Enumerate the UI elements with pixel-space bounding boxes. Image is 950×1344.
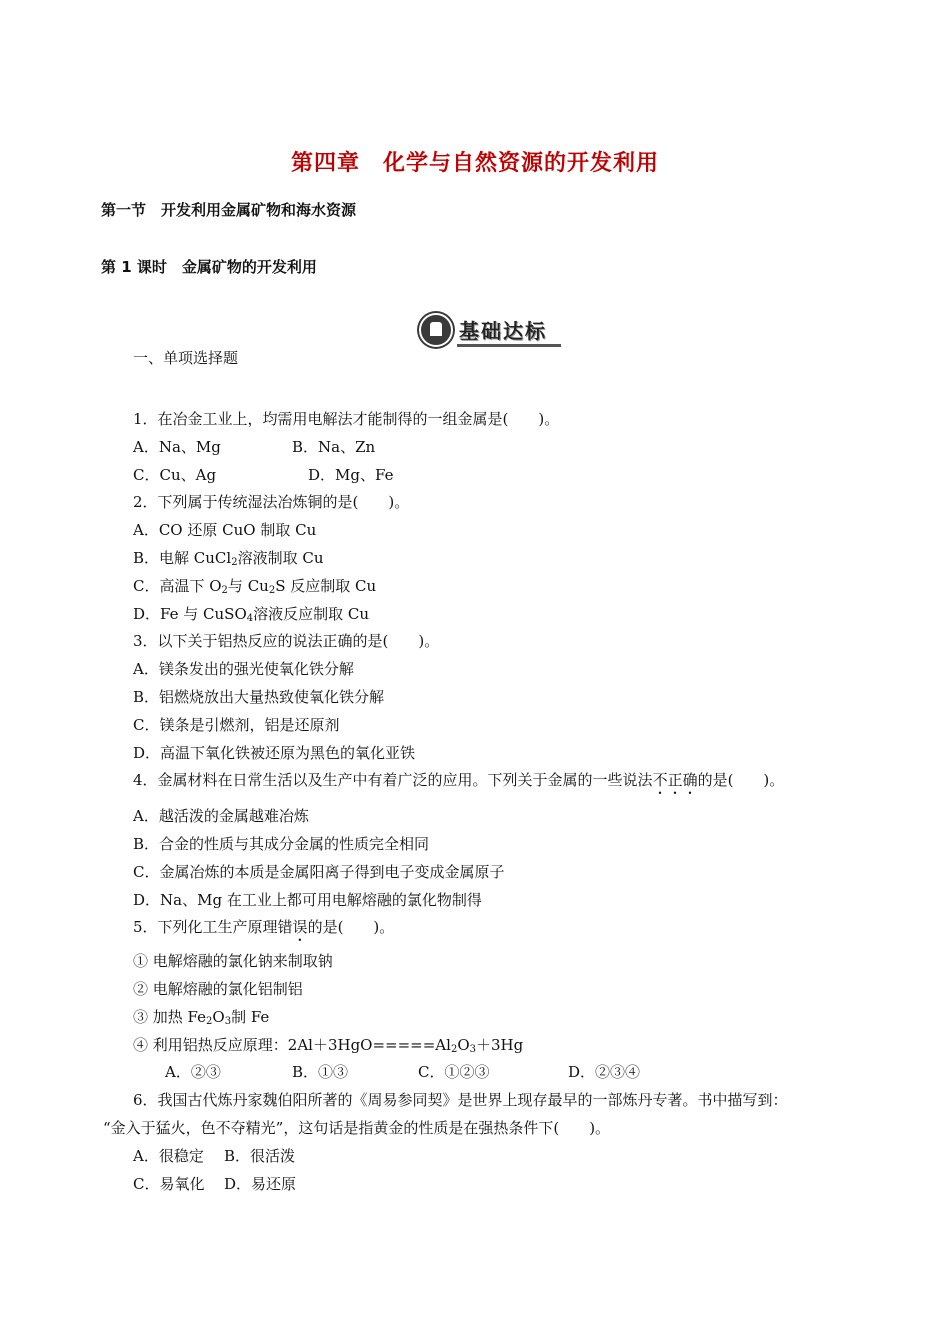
q1-option-d: D．Mg、Fe xyxy=(308,466,394,484)
section-title: 第一节 开发利用金属矿物和海水资源 xyxy=(101,201,357,219)
q3-option-c: C．镁条是引燃剂，铝是还原剂 xyxy=(133,716,340,734)
q5-item-4: ④ 利用铝热反应原理：$2Al+3HgO=====Al_2O_3+3Hg$ xyxy=(133,1036,524,1055)
q6-stem-line-2: “金入于猛火，色不夺精光”，这句话是指黄金的性质是在强热条件下( )。 xyxy=(103,1119,611,1137)
q1-option-a: A．Na、Mg xyxy=(133,438,221,456)
q6-option-b: B．很活泼 xyxy=(224,1147,296,1165)
q3-option-b: B．铝燃烧放出大量热致使氧化铁分解 xyxy=(133,688,385,706)
q6-stem-line-1: 6．我国古代炼丹家魏伯阳所著的《周易参同契》是世界上现存最早的一部炼丹专著。书中描写到： xyxy=(133,1091,788,1109)
q4-stem: 4．金属材料在日常生活以及生产中有着广泛的应用。下列关于金属的一些说法不正确的是( )。 xyxy=(133,771,785,789)
badge-text: 基础达标 xyxy=(459,319,547,343)
q5-item-3: ③ 加热 $Fe_2O_3$制 Fe xyxy=(133,1008,270,1027)
q5-option-b: B．①③ xyxy=(292,1063,349,1081)
q2-stem: 2．下列属于传统湿法冶炼铜的是( )。 xyxy=(133,493,410,511)
book-emblem-icon xyxy=(419,313,453,347)
q2-option-a: A．CO 还原 CuO 制取 Cu xyxy=(133,521,317,539)
q3-option-a: A．镁条发出的强光使氧化铁分解 xyxy=(133,660,354,678)
q6-option-a: A．很稳定 xyxy=(133,1147,204,1165)
q5-item-2: ② 电解熔融的氯化铝制铝 xyxy=(133,980,303,998)
q3-stem: 3．以下关于铝热反应的说法正确的是( )。 xyxy=(133,632,440,650)
lesson-title: 第 1 课时 金属矿物的开发利用 xyxy=(101,258,317,276)
q4-option-d: D．Na、Mg 在工业上都可用电解熔融的氯化物制得 xyxy=(133,891,482,909)
q5-option-d: D．②③④ xyxy=(568,1063,641,1081)
q4-option-a: A．越活泼的金属越难冶炼 xyxy=(133,807,309,825)
q2-option-c: C．高温下 $O_2$与 $Cu_2S$ 反应制取 Cu xyxy=(133,577,377,596)
q5-item-1: ① 电解熔融的氯化钠来制取钠 xyxy=(133,952,333,970)
q5-option-a: A．②③ xyxy=(165,1063,221,1081)
q1-stem: 1．在冶金工业上，均需用电解法才能制得的一组金属是( )。 xyxy=(133,410,560,428)
q2-option-b: B．电解 CuCl$_2$溶液制取 Cu xyxy=(133,549,324,568)
q4-option-c: C．金属冶炼的本质是金属阳离子得到电子变成金属原子 xyxy=(133,863,505,881)
q6-option-d: D．易还原 xyxy=(224,1175,297,1193)
badge-basic-standard xyxy=(419,313,561,347)
q2-option-d: D．Fe 与 CuSO$_4$溶液反应制取 Cu xyxy=(133,605,370,624)
q6-option-c: C．易氧化 xyxy=(133,1175,205,1193)
q4-option-b: B．合金的性质与其成分金属的性质完全相同 xyxy=(133,835,430,853)
part-heading: 一、单项选择题 xyxy=(133,349,239,367)
chapter-title: 第四章 化学与自然资源的开发利用 xyxy=(290,151,659,176)
q3-option-d: D．高温下氧化铁被还原为黑色的氧化亚铁 xyxy=(133,744,416,762)
q5-stem: 5．下列化工生产原理错误的是( )。 xyxy=(133,918,395,936)
q1-option-c: C．Cu、Ag xyxy=(133,466,217,484)
q1-option-b: B．Na、Zn xyxy=(292,438,376,456)
badge-underline xyxy=(457,344,561,347)
q5-option-c: C．①②③ xyxy=(418,1063,490,1081)
